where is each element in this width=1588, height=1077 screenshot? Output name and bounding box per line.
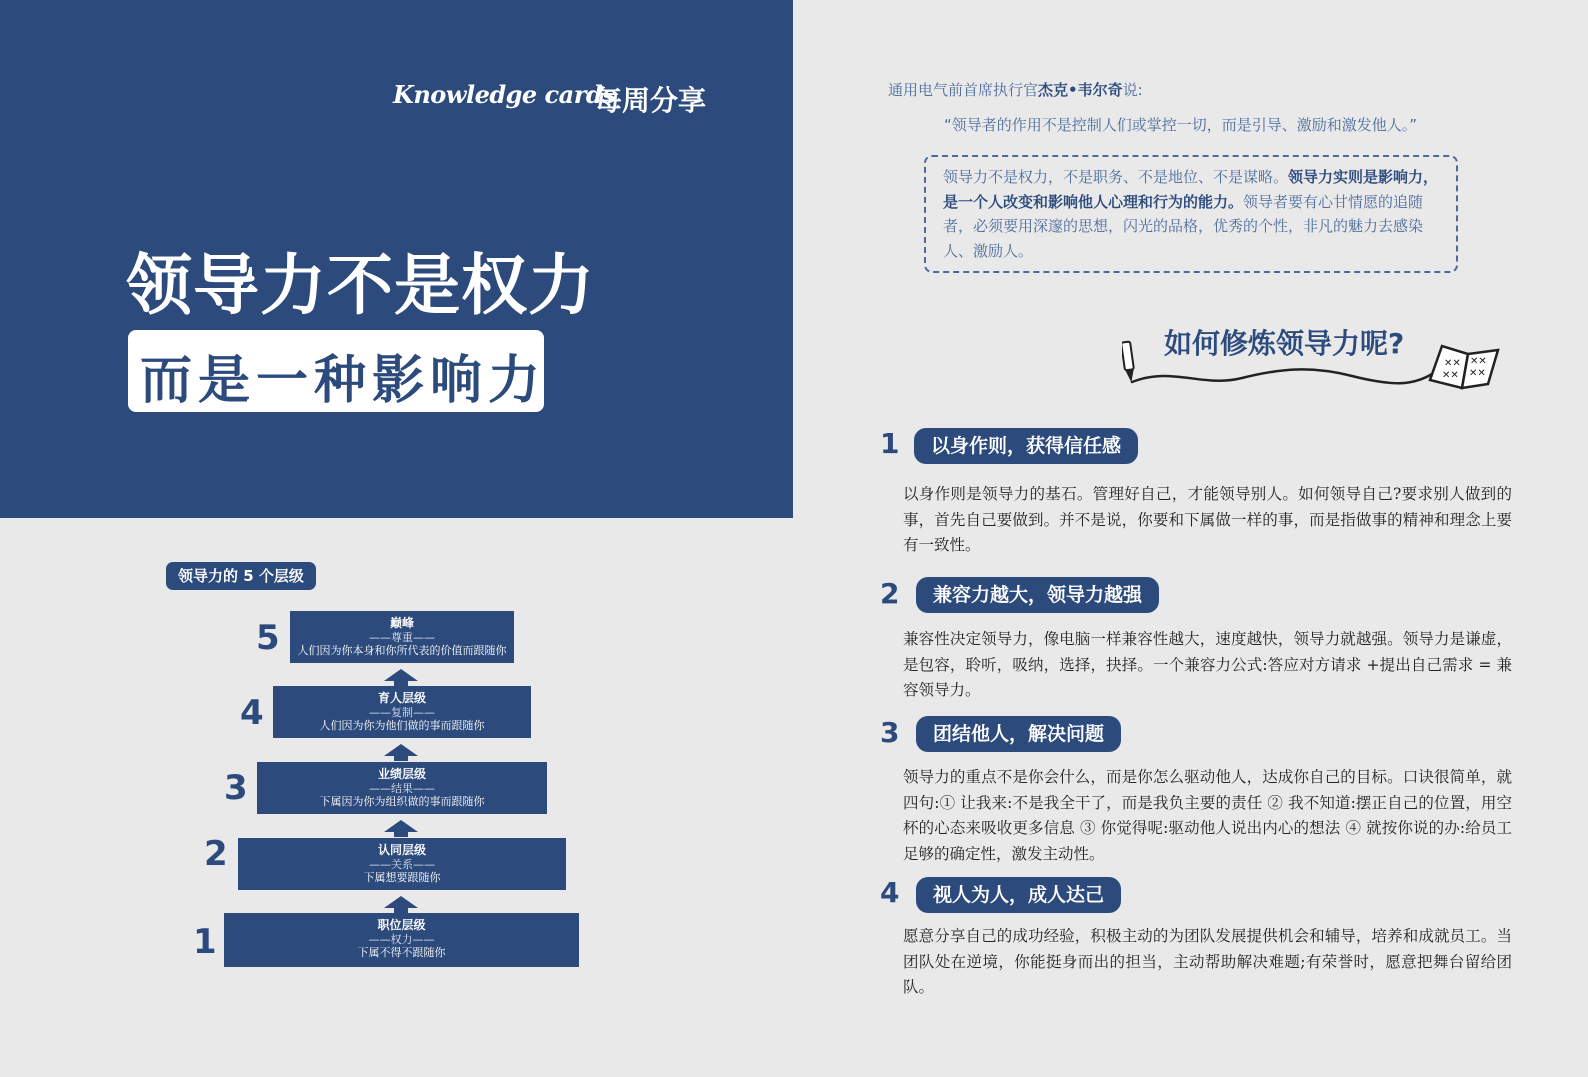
section-body bbox=[871, 924, 1512, 1001]
quote-text: “领导者的作用不是控制人们或掌控一切，而是引导、激励和激发他人。” bbox=[944, 116, 1418, 134]
level-description: 下属想要跟随你 bbox=[363, 871, 441, 884]
level-description: 下属因为你为组织做的事而跟随你 bbox=[319, 795, 485, 808]
level-name: 业绩层级 bbox=[377, 767, 426, 781]
callout-part: 领导力不是权力，不是职务、不是地位、不是谋略。 bbox=[943, 168, 1289, 186]
section-body-text: 兼容性决定领导力，像电脑一样兼容性越大，速度越快，领导力就越强。领导力是谦虚，是包容，聆听，吸纳，选择，抉择。一个兼容力公式:答应对方请求 +提出自己需求 = 兼容领导力。 bbox=[903, 630, 1512, 699]
section-title: 以身作则，获得信任感 bbox=[914, 428, 1138, 464]
callout-text bbox=[943, 165, 1446, 263]
quote-suffix: 说: bbox=[1122, 81, 1143, 99]
quote-person: 杰克•韦尔奇 bbox=[1038, 81, 1123, 99]
level-keyword: ——关系—— bbox=[369, 858, 435, 871]
level-number: 3 bbox=[224, 768, 248, 808]
weekly-share-label: 每周分享 bbox=[594, 84, 707, 117]
arrow-shaft bbox=[394, 755, 408, 761]
levels-tag: 领导力的 5 个层级 bbox=[166, 562, 316, 590]
section-body bbox=[871, 765, 1512, 867]
level-description: 人们因为你本身和你所代表的价值而跟随你 bbox=[297, 644, 507, 657]
svg-text:✕✕: ✕✕ bbox=[1444, 358, 1461, 369]
section-title: 兼容力越大，领导力越强 bbox=[916, 577, 1159, 613]
level-step-1 bbox=[224, 913, 579, 967]
squiggle-line bbox=[1132, 369, 1432, 383]
pencil-icon bbox=[1122, 341, 1134, 380]
level-name: 职位层级 bbox=[377, 918, 426, 932]
section-body-text: 领导力的重点不是你会什么，而是你怎么驱动他人，达成你自己的目标。口诀很简单，就四句:① 让我来:不是我全干了，而是我负主要的责任 ② 我不知道:摆正自己的位置，用空杯的心态来吸收更多信息 ③ 你觉得呢:驱动他人说出内心的想法 ④ 就按你说的办:给员工足够的确定性，激发主动性。 bbox=[903, 768, 1512, 863]
level-number: 2 bbox=[204, 834, 228, 874]
section-body-text: 愿意分享自己的成功经验，积极主动的为团队发展提供机会和辅导，培养和成就员工。当团队处在逆境，你能挺身而出的担当，主动帮助解决难题;有荣誉时，愿意把舞台留给团队。 bbox=[903, 927, 1512, 996]
level-description: 下属不得不跟随你 bbox=[357, 946, 446, 959]
how-title: 如何修炼领导力呢? bbox=[1164, 327, 1405, 360]
level-description: 人们因为你为他们做的事而跟随你 bbox=[319, 719, 485, 732]
quote-prefix: 通用电气前首席执行官 bbox=[888, 81, 1039, 99]
section-body bbox=[871, 482, 1512, 559]
section-number: 3 bbox=[880, 716, 900, 749]
pencil-book-doodle-icon bbox=[1122, 336, 1512, 396]
section-number: 2 bbox=[880, 577, 900, 610]
level-keyword: ——结果—— bbox=[369, 782, 435, 795]
level-number: 5 bbox=[256, 618, 280, 658]
level-name: 巅峰 bbox=[389, 616, 414, 630]
level-step-4 bbox=[273, 686, 531, 738]
level-number: 1 bbox=[193, 922, 217, 962]
level-name: 认同层级 bbox=[377, 843, 426, 857]
level-step-2 bbox=[238, 838, 566, 890]
section-body-text: 以身作则是领导力的基石。管理好自己，才能领导别人。如何领导自己?要求别人做到的事，首先自己要做到。并不是说，你要和下属做一样的事，而是指做事的精神和理念上要有一致性。 bbox=[903, 485, 1512, 554]
section-number: 1 bbox=[880, 427, 900, 460]
svg-text:✕✕: ✕✕ bbox=[1470, 356, 1487, 367]
level-keyword: ——复制—— bbox=[369, 706, 435, 719]
knowledge-cards-label: Knowledge cards bbox=[393, 80, 616, 109]
section-title: 团结他人，解决问题 bbox=[916, 716, 1121, 752]
section-number: 4 bbox=[880, 876, 900, 909]
hero-title: 领导力不是权力 bbox=[126, 247, 595, 324]
level-number: 4 bbox=[240, 693, 264, 733]
book-icon bbox=[1430, 346, 1498, 388]
level-name: 育人层级 bbox=[377, 691, 426, 705]
callout-part: 领导者要有心甘情愿的追随者，必须要用深邃的思想，闪光的品格，优秀的个性，非凡的魅力去感染人、激励人。 bbox=[943, 192, 1424, 260]
arrow-shaft bbox=[394, 831, 408, 837]
section-title: 视人为人，成人达己 bbox=[916, 877, 1121, 913]
level-keyword: ——尊重—— bbox=[369, 631, 435, 644]
section-body bbox=[871, 627, 1512, 704]
svg-text:✕✕: ✕✕ bbox=[1469, 368, 1486, 379]
level-keyword: ——权力—— bbox=[368, 933, 435, 946]
hero-subtitle: 而是一种影响力 bbox=[140, 351, 547, 411]
level-step-5 bbox=[290, 611, 514, 663]
level-step-3 bbox=[257, 762, 547, 814]
quote-attribution bbox=[888, 79, 1143, 100]
callout-emphasis: 领导力实则是影响力，是一个人改变和影响他人心理和行为的能力。 bbox=[943, 168, 1439, 211]
svg-text:✕✕: ✕✕ bbox=[1442, 370, 1459, 381]
